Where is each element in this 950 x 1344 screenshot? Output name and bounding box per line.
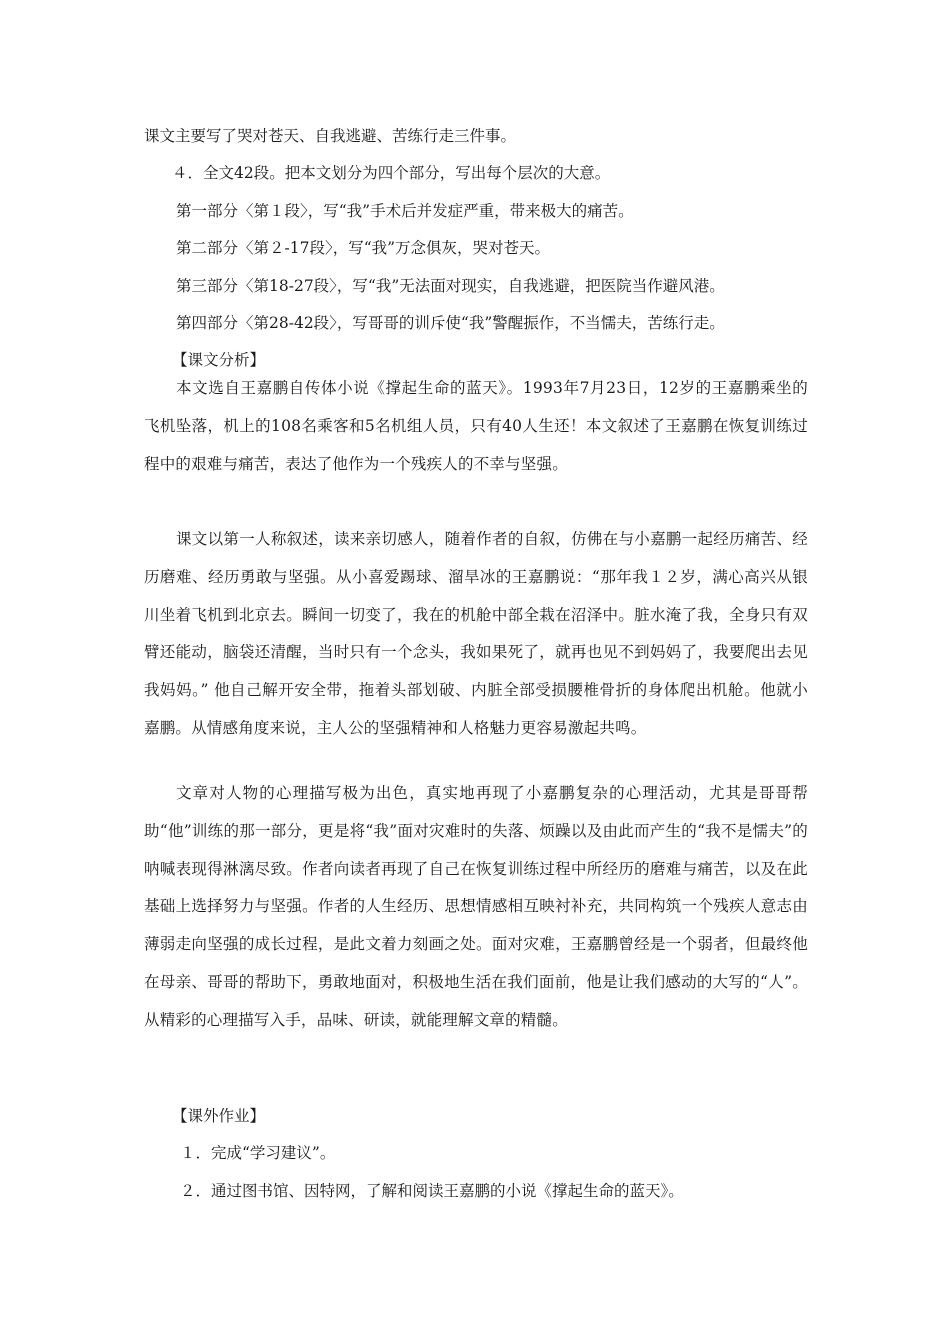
analysis-heading: 【课文分析】 bbox=[172, 351, 266, 369]
part-1: 第一部分〈第１段〉，写“我”手术后并发症严重，带来极大的痛苦。 bbox=[176, 202, 634, 220]
summary-intro: 课文主要写了哭对苍天、自我逃避、苦练行走三件事。 bbox=[144, 127, 517, 145]
homework-item-1: １．完成“学习建议”。 bbox=[180, 1144, 336, 1162]
analysis-paragraph-3: 文章对人物的心理描写极为出色，真实地再现了小嘉鹏复杂的心理活动，尤其是哥哥帮助“他”训练的那一部分，更是将“我”面对灾难时的失落、烦躁以及由此而产生的“我不是懦夫”的呐喊表现得淋漓尽致。作者向读者再现了自己在恢复训练过程中所经历的磨难与痛苦，以及在此基础上选择努力与坚强。作者的人生经历、思想情感相互映衬补充，共同构筑一个残疾人意志由薄弱走向坚强的成长过程，是此文着力刻画之处。面对灾难，王嘉鹏曾经是一个弱者，但最终他在母亲、哥哥的帮助下，勇敢地面对，积极地生活在我们面前，他是让我们感动的大写的“人”。从精彩的心理描写入手，品味、研读，就能理解文章的精髓。 bbox=[144, 784, 808, 1029]
analysis-paragraph-2: 课文以第一人称叙述，读来亲切感人，随着作者的自叙，仿佛在与小嘉鹏一起经历痛苦、经历磨难、经历勇敢与坚强。从小喜爱踢球、溜旱冰的王嘉鹏说：“那年我１２岁，满心高兴从银川坐着飞机到北京去。瞬间一切变了，我在的机舱中部全栽在沼泽中。脏水淹了我，全身只有双臂还能动，脑袋还清醒，当时只有一个念头，我如果死了，就再也见不到妈妈了，我要爬出去见我妈妈。” 他自己解开安全带，拖着头部划破、内脏全部受损腰椎骨折的身体爬出机舱。他就小嘉鹏。从情感角度来说，主人公的坚强精神和人格魅力更容易激起共鸣。 bbox=[144, 530, 808, 737]
homework-heading: 【课外作业】 bbox=[172, 1107, 266, 1125]
part-2: 第二部分〈第２-17段〉，写“我”万念俱灰，哭对苍天。 bbox=[176, 239, 551, 257]
part-4: 第四部分〈第28-42段〉，写哥哥的训斥使“我”警醒振作，不当懦夫，苦练行走。 bbox=[176, 314, 725, 332]
analysis-paragraph-1: 本文选自王嘉鹏自传体小说《撑起生命的蓝天》。1993年7月23日，12岁的王嘉鹏乘坐的飞机坠落，机上的108名乘客和5名机组人员，只有40人生还！本文叙述了王嘉鹏在恢复训练过程中的艰难与痛苦，表达了他作为一个残疾人的不幸与坚强。 bbox=[144, 379, 808, 473]
homework-item-2: ２．通过图书馆、因特网，了解和阅读王嘉鹏的小说《撑起生命的蓝天》。 bbox=[180, 1182, 684, 1200]
part-3: 第三部分〈第18-27段〉，写“我”无法面对现实，自我逃避，把医院当作避风港。 bbox=[176, 277, 725, 295]
question-4: ４．全文42段。把本文划分为四个部分，写出每个层次的大意。 bbox=[172, 164, 611, 182]
